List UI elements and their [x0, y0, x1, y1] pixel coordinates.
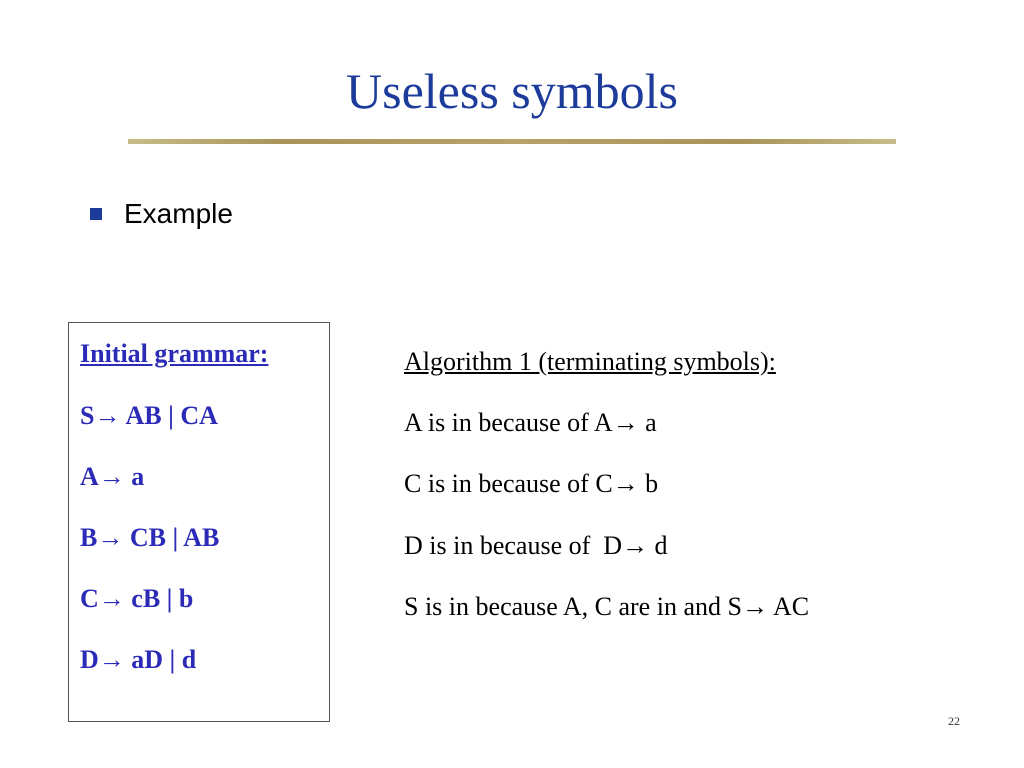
bullet-text: Example	[124, 198, 233, 229]
grammar-rule-d: D→ aD | d	[80, 645, 197, 674]
square-bullet-icon	[90, 208, 102, 220]
slide-title: Useless symbols	[346, 63, 678, 119]
algorithm-heading: Algorithm 1 (terminating symbols):	[404, 347, 776, 376]
algorithm-line-a: A is in because of A→ a	[404, 408, 657, 437]
algorithm-line-s: S is in because A, C are in and S→ AC	[404, 592, 810, 621]
grammar-rule-b: B→ CB | AB	[80, 523, 220, 552]
grammar-rule-s: S→ AB | CA	[80, 401, 218, 430]
slide-number: 22	[948, 714, 960, 728]
title-divider	[128, 139, 896, 144]
bullet-item	[90, 196, 233, 232]
grammar-rule-a: A→ a	[80, 462, 145, 491]
algorithm-line-d: D is in because of D→ d	[404, 531, 668, 560]
algorithm-line-c: C is in because of C→ b	[404, 469, 659, 498]
grammar-rule-c: C→ cB | b	[80, 584, 194, 613]
grammar-heading: Initial grammar:	[80, 339, 269, 368]
